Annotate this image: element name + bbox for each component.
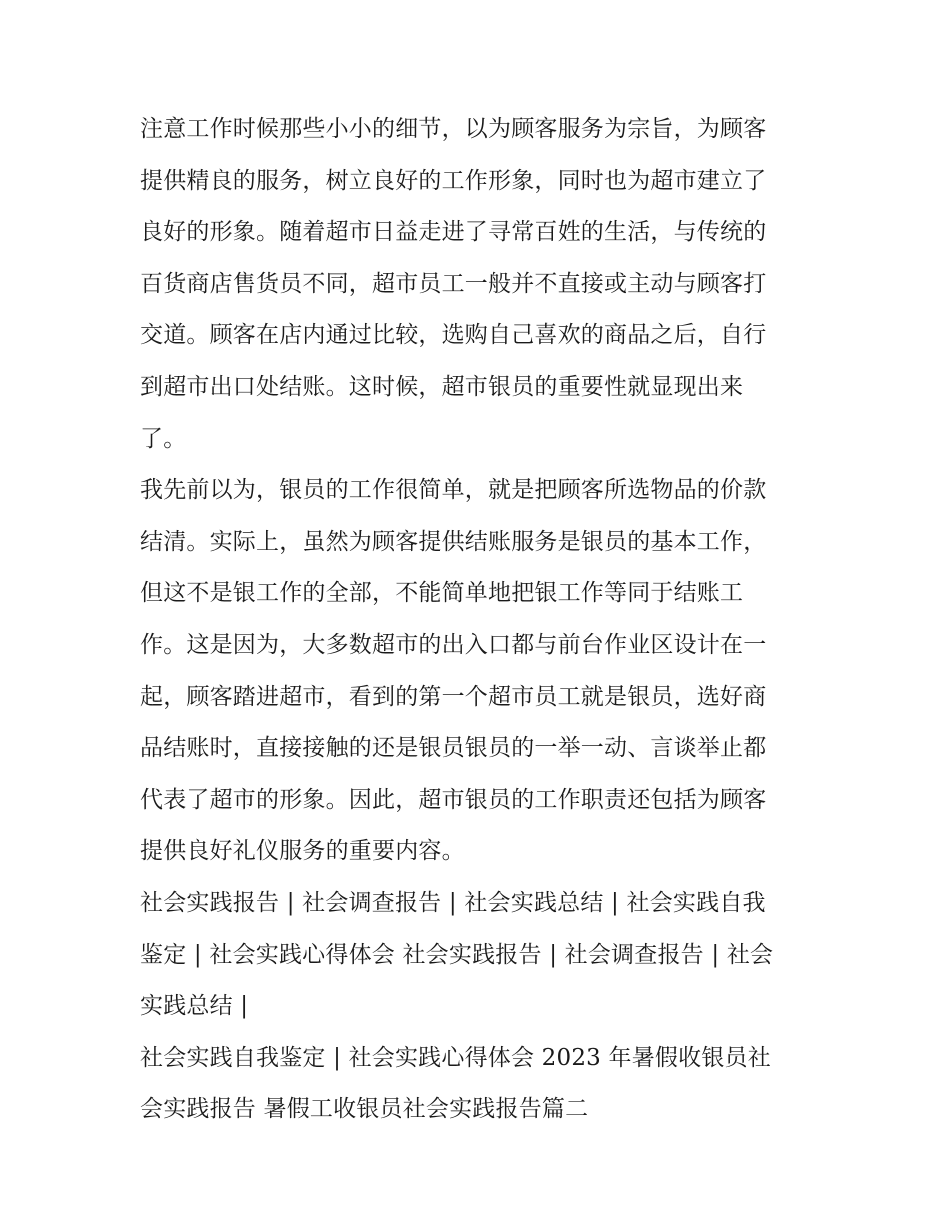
text-line: 品结账时，直接接触的还是银员银员的一举一动、言谈举止都 [140,735,767,762]
paragraph-2 [140,465,820,878]
text-line: 交道。顾客在店内通过比较，选购自己喜欢的商品之后，自行 [140,322,767,349]
related-links-line[interactable]: 社会实践报告 | 社会调查报告 | 社会实践总结 | 社会实践自我 [140,889,766,916]
text-line: 了。 [140,425,187,452]
document-page [140,104,820,1136]
text-line: 提供精良的服务，树立良好的工作形象，同时也为超市建立了 [140,167,767,194]
text-line: 作。这是因为，大多数超市的出入口都与前台作业区设计在一 [140,631,767,658]
text-line: 我先前以为，银员的工作很简单，就是把顾客所选物品的价款 [140,477,767,504]
related-links-line[interactable]: 社会实践自我鉴定 | 社会实践心得体会 2023 年暑假收银员社 [140,1044,771,1071]
text-line: 良好的形象。随着超市日益走进了寻常百姓的生活，与传统的 [140,219,767,246]
related-links-line[interactable]: 会实践报告 暑假工收银员社会实践报告篇二 [140,1096,589,1123]
related-links-block-2 [140,1033,820,1136]
text-line: 但这不是银工作的全部，不能简单地把银工作等同于结账工 [140,580,744,607]
text-line: 提供良好礼仪服务的重要内容。 [140,838,465,865]
text-line: 到超市出口处结账。这时候，超市银员的重要性就显现出来 [140,373,744,400]
paragraph-1 [140,104,820,465]
text-line: 起，顾客踏进超市，看到的第一个超市员工就是银员，选好商 [140,683,767,710]
related-links-line[interactable]: 鉴定 | 社会实践心得体会 社会实践报告 | 社会调查报告 | 社会 [140,941,774,968]
text-line: 结清。实际上，虽然为顾客提供结账服务是银员的基本工作， [140,528,767,555]
text-line: 注意工作时候那些小小的细节，以为顾客服务为宗旨，为顾客 [140,116,767,142]
text-line: 代表了超市的形象。因此，超市银员的工作职责还包括为顾客 [140,786,767,813]
related-links-block-1 [140,878,820,1033]
text-line: 百货商店售货员不同，超市员工一般并不直接或主动与顾客打 [140,270,767,297]
related-links-line[interactable]: 实践总结 | [140,993,249,1020]
